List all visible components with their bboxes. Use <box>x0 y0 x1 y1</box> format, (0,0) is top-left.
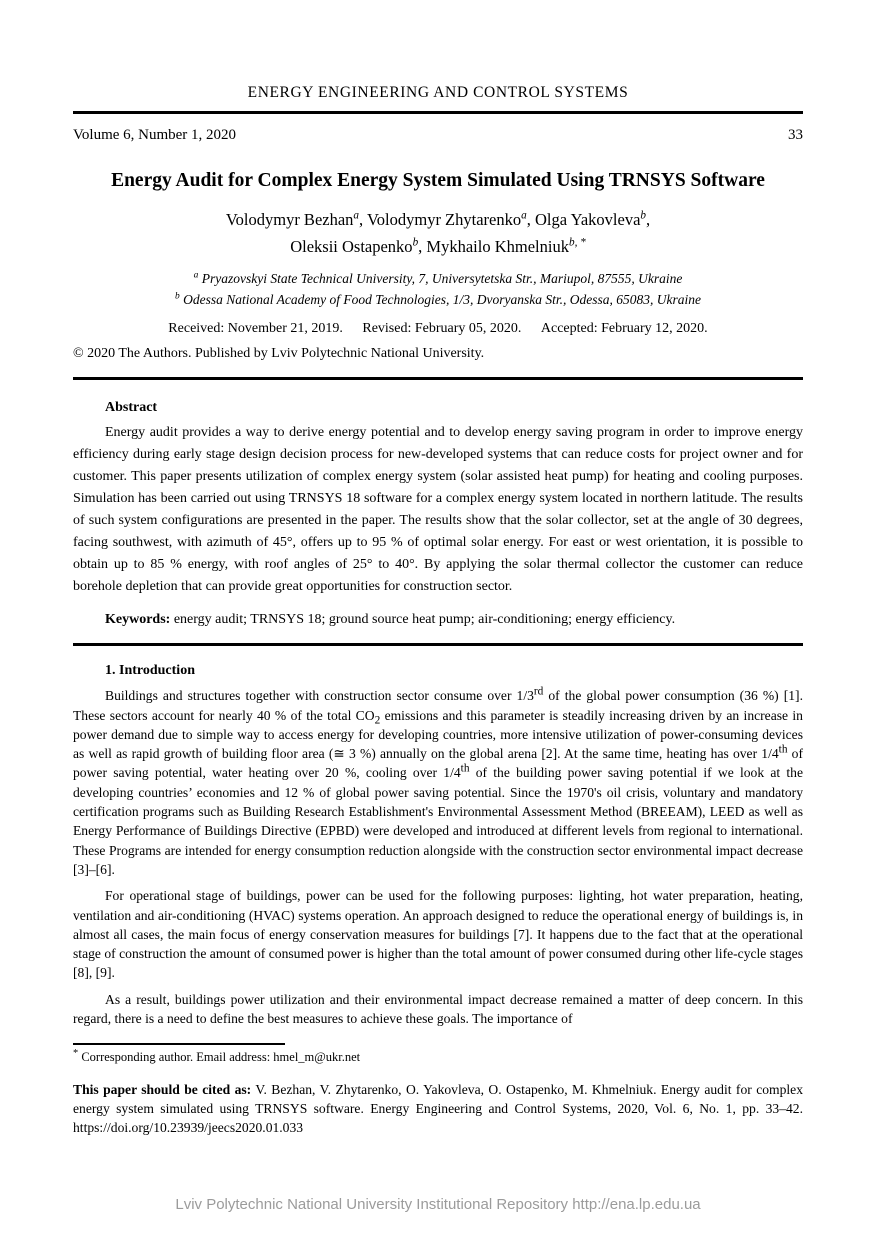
keywords-line <box>73 612 803 628</box>
dates-line <box>73 321 803 337</box>
revised-date: Revised: February 05, 2020. <box>362 321 522 337</box>
page-number: 33 <box>788 127 803 143</box>
footnote-rule <box>73 1043 285 1045</box>
section-heading-introduction: 1. Introduction <box>105 663 195 679</box>
authors-line-2: Oleksii Ostapenko$^b$, Mykhailo Khmelniuk$^{b, *}$ <box>290 236 586 256</box>
keywords-text: energy audit; TRNSYS 18; ground source heat pump; air-conditioning; energy efficiency. <box>170 612 676 628</box>
abstract-text: Energy audit provides a way to derive energy potential and to develop energy saving program in order to improve energy efficiency during early stage design decision process for new-developed systems that can reduce costs for project owner and for customer. This paper presents utilization of complex energy system (solar assisted heat pump) for heating and cooling purposes. Simulation has been carried out using TRNSYS 18 software for a complex energy system located in northern latitude. The results of such system configurations are presented in the paper. The results show that the solar collector, set at the angle of 30 degrees, facing southwest, with azimuth of 45°, offers up to 95 % of optimal solar energy. For east or west orientation, it is possible to obtain up to 85 % energy, with roof angles of 25° to 40°. By applying the solar thermal collector the customer can reduce borehole depletion that can provide great opportunities for construction sector. <box>73 425 803 595</box>
citation-block <box>73 1080 803 1138</box>
corresponding-author-footnote: * Corresponding author. Email address: hmel_m@ukr.net <box>73 1047 361 1064</box>
paper-title: Energy Audit for Complex Energy System Simulated Using TRNSYS Software <box>111 170 765 191</box>
keywords-label: Keywords: <box>105 612 171 628</box>
introduction-paragraph-1: Buildings and structures together with construction sector consume over 1/3rd of the global power consumption (36 %) [1]. These sectors account for nearly 40 % of the total $CO_2$ emissions and this parameter is steadily increasing driven by an increase in power demand due to simple way to access energy for developing countries, more intensive utilization of power-consuming devices as well as rapid growth of building floor area (≅ 3 %) annually on the global arena [2]. At the same time, heating has over 1/4th of power saving potential, water heating over 20 %, cooling over 1/4th of the building power saving potential if we look at the developing countries’ economies and 12 % of global power saving potential. Since the 1970's oil crisis, voluntary and mandatory certification programs such as Building Research Establishment's Environmental Assessment Method (BREEAM), LEED as well as Energy Performance of Buildings Directive (EPBD) were developed and introduced at different levels from regional to international. These Programs are intended for energy consumption reduction alongside with the construction sector environmental impact decrease [3]–[6]. <box>73 685 803 877</box>
journal-header: ENERGY ENGINEERING AND CONTROL SYSTEMS <box>247 84 629 101</box>
repository-footer: Lviv Polytechnic National University Institutional Repository http://ena.lp.edu.ua <box>175 1196 701 1213</box>
abstract-heading: Abstract <box>105 400 158 416</box>
affiliations-block <box>73 269 803 311</box>
authors-block <box>73 207 803 260</box>
authors-line-1: Volodymyr Bezhan$^a$, Volodymyr Zhytarenko$^a$, Olga Yakovleva$^b$, <box>225 209 651 229</box>
affiliation-b: $^b$ Odessa National Academy of Food Technologies, 1/3, Dvoryanska Str., Odessa, 65083, Ukraine <box>175 291 701 308</box>
accepted-date: Accepted: February 12, 2020. <box>540 321 708 337</box>
affiliation-a: $^a$ Pryazovskyi State Technical University, 7, Universytetska Str., Mariupol, 87555, Ukraine <box>193 270 683 287</box>
volume-info: Volume 6, Number 1, 2020 <box>73 127 237 143</box>
introduction-paragraph-2: For operational stage of buildings, power can be used for the following purposes: lighting, hot water preparation, heating, ventilation and air-conditioning (HVAC) systems operation. An approach designed to reduce the operational energy of buildings is, in almost all cases, the main focus of energy conservation measures for buildings [7]. It happens due to the fact that at the operational stage of construction the amount of consumed power is higher than the total amount of power consumed during other life-cycle stages [8], [9]. <box>73 888 803 981</box>
introduction-paragraph-3: As a result, buildings power utilization and their environmental impact decrease remained a matter of deep concern. In this regard, there is a need to define the best measures to achieve these goals. The importance of <box>73 991 803 1027</box>
citation-text: V. Bezhan, V. Zhytarenko, O. Yakovleva, O. Ostapenko, M. Khmelniuk. Energy audit for complex energy system simulated using TRNSYS software. Energy Engineering and Control Systems, 2020, Vol. 6, No. 1, pp. 33–42. https://doi.org/10.23939/jeecs2020.01.033 <box>73 1081 804 1136</box>
volume-row <box>73 127 803 144</box>
page-content <box>73 0 803 1138</box>
copyright-line: © 2020 The Authors. Published by Lviv Polytechnic National University. <box>73 346 485 362</box>
header-rule <box>73 111 803 114</box>
received-date: Received: November 21, 2019. <box>168 321 343 337</box>
abstract-top-rule <box>73 377 803 380</box>
citation-label: This paper should be cited as: <box>73 1081 252 1097</box>
abstract-bottom-rule <box>73 643 803 646</box>
